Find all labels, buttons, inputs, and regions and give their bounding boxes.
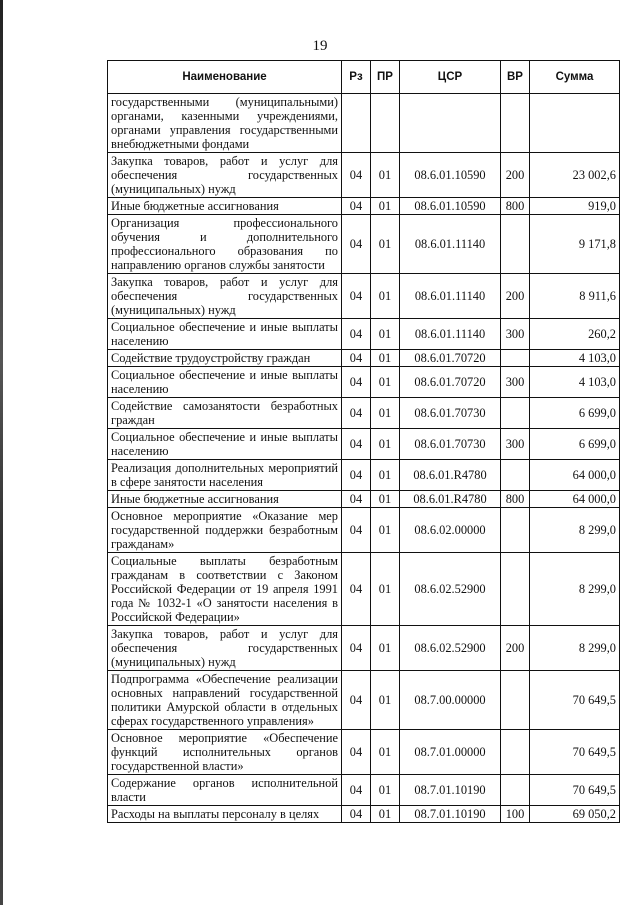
- row-pr: 01: [371, 153, 400, 198]
- row-pr: 01: [371, 198, 400, 215]
- row-vr: [501, 775, 530, 806]
- table-row: [108, 508, 620, 553]
- row-vr: 800: [501, 491, 530, 508]
- table-row: [108, 429, 620, 460]
- row-pr: 01: [371, 775, 400, 806]
- table-row: [108, 730, 620, 775]
- row-csr: [400, 94, 501, 153]
- row-vr: 300: [501, 367, 530, 398]
- table-body: [108, 94, 620, 823]
- row-vr: 300: [501, 429, 530, 460]
- table-row: [108, 215, 620, 274]
- row-rz: 04: [342, 215, 371, 274]
- row-name: Социальное обеспечение и иные выплаты населению: [108, 367, 342, 398]
- row-name: Закупка товаров, работ и услуг для обеспечения государственных (муниципальных) нужд: [108, 626, 342, 671]
- table-row: [108, 491, 620, 508]
- page-number: 19: [312, 38, 328, 54]
- row-pr: 01: [371, 429, 400, 460]
- row-vr: [501, 350, 530, 367]
- row-name: Социальные выплаты безработным гражданам в соответствии с Законом Российской Федерации от 19 апреля 1991 года № 1032-1 «О занятости населения в Российской Федерации»: [108, 553, 342, 626]
- row-sum: 70 649,5: [530, 671, 620, 730]
- header-rz: Рз: [342, 61, 371, 94]
- row-csr: 08.6.01.70720: [400, 350, 501, 367]
- row-csr: 08.6.01.10590: [400, 198, 501, 215]
- header-vr: ВР: [501, 61, 530, 94]
- row-vr: 800: [501, 198, 530, 215]
- row-rz: 04: [342, 775, 371, 806]
- header-pr: ПР: [371, 61, 400, 94]
- row-vr: [501, 215, 530, 274]
- row-rz: 04: [342, 730, 371, 775]
- row-name: Социальное обеспечение и иные выплаты населению: [108, 319, 342, 350]
- row-pr: 01: [371, 460, 400, 491]
- row-pr: 01: [371, 806, 400, 823]
- header-name: Наименование: [108, 61, 342, 94]
- row-rz: 04: [342, 508, 371, 553]
- row-rz: 04: [342, 553, 371, 626]
- row-sum: 260,2: [530, 319, 620, 350]
- row-vr: [501, 553, 530, 626]
- scan-edge-mark: [0, 0, 3, 905]
- row-pr: 01: [371, 730, 400, 775]
- row-vr: 200: [501, 626, 530, 671]
- row-csr: 08.6.01.11140: [400, 215, 501, 274]
- row-vr: [501, 94, 530, 153]
- table-row: [108, 460, 620, 491]
- row-csr: 08.6.02.52900: [400, 626, 501, 671]
- row-rz: 04: [342, 198, 371, 215]
- row-vr: 300: [501, 319, 530, 350]
- row-pr: 01: [371, 553, 400, 626]
- table-row: [108, 198, 620, 215]
- row-csr: 08.6.02.52900: [400, 553, 501, 626]
- row-name: Иные бюджетные ассигнования: [108, 491, 342, 508]
- row-sum: 9 171,8: [530, 215, 620, 274]
- row-vr: 200: [501, 274, 530, 319]
- row-name: Подпрограмма «Обеспечение реализации основных направлений государственной политики Амурской области в отдельных сферах государственного управления»: [108, 671, 342, 730]
- row-rz: 04: [342, 153, 371, 198]
- row-name: Содержание органов исполнительной власти: [108, 775, 342, 806]
- row-sum: 8 911,6: [530, 274, 620, 319]
- row-name: Закупка товаров, работ и услуг для обеспечения государственных (муниципальных) нужд: [108, 274, 342, 319]
- row-name: Реализация дополнительных мероприятий в сфере занятости населения: [108, 460, 342, 491]
- row-pr: 01: [371, 350, 400, 367]
- table-row: [108, 94, 620, 153]
- row-csr: 08.7.01.10190: [400, 775, 501, 806]
- row-sum: 23 002,6: [530, 153, 620, 198]
- row-rz: 04: [342, 806, 371, 823]
- row-name: Основное мероприятие «Оказание мер государственной поддержки безработным гражданам»: [108, 508, 342, 553]
- row-name: Содействие трудоустройству граждан: [108, 350, 342, 367]
- row-rz: 04: [342, 429, 371, 460]
- table-row: [108, 553, 620, 626]
- row-csr: 08.6.01.R4780: [400, 491, 501, 508]
- row-pr: 01: [371, 274, 400, 319]
- row-rz: 04: [342, 319, 371, 350]
- row-pr: 01: [371, 367, 400, 398]
- row-name: государственными (муниципальными) органами, казенными учреждениями, органами управления государственными внебюджетными фондами: [108, 94, 342, 153]
- row-csr: 08.6.01.10590: [400, 153, 501, 198]
- table-row: [108, 398, 620, 429]
- row-sum: 70 649,5: [530, 775, 620, 806]
- row-pr: 01: [371, 398, 400, 429]
- row-rz: 04: [342, 491, 371, 508]
- row-sum: 70 649,5: [530, 730, 620, 775]
- table-row: [108, 274, 620, 319]
- row-name: Основное мероприятие «Обеспечение функций исполнительных органов государственной власти»: [108, 730, 342, 775]
- header-sum: Сумма: [530, 61, 620, 94]
- row-sum: 6 699,0: [530, 398, 620, 429]
- row-sum: [530, 94, 620, 153]
- row-name: Организация профессионального обучения и дополнительного профессионального образования по направлению органов службы занятости: [108, 215, 342, 274]
- row-sum: 64 000,0: [530, 460, 620, 491]
- row-rz: 04: [342, 460, 371, 491]
- row-rz: 04: [342, 626, 371, 671]
- row-sum: 919,0: [530, 198, 620, 215]
- row-sum: 8 299,0: [530, 508, 620, 553]
- row-pr: 01: [371, 319, 400, 350]
- table-row: [108, 671, 620, 730]
- row-rz: 04: [342, 367, 371, 398]
- row-csr: 08.6.01.11140: [400, 319, 501, 350]
- row-vr: [501, 508, 530, 553]
- table-row: [108, 775, 620, 806]
- row-vr: [501, 730, 530, 775]
- row-pr: 01: [371, 671, 400, 730]
- row-name: Социальное обеспечение и иные выплаты населению: [108, 429, 342, 460]
- table-header-row: [108, 61, 620, 94]
- row-sum: 4 103,0: [530, 367, 620, 398]
- row-csr: 08.7.01.00000: [400, 730, 501, 775]
- row-vr: 200: [501, 153, 530, 198]
- row-pr: 01: [371, 508, 400, 553]
- row-csr: 08.6.01.70730: [400, 429, 501, 460]
- budget-table: [107, 60, 620, 823]
- row-vr: [501, 398, 530, 429]
- row-vr: [501, 460, 530, 491]
- row-vr: [501, 671, 530, 730]
- row-sum: 6 699,0: [530, 429, 620, 460]
- row-rz: 04: [342, 274, 371, 319]
- row-csr: 08.6.01.70730: [400, 398, 501, 429]
- row-name: Содействие самозанятости безработных граждан: [108, 398, 342, 429]
- row-pr: 01: [371, 626, 400, 671]
- row-sum: 64 000,0: [530, 491, 620, 508]
- row-csr: 08.6.01.70720: [400, 367, 501, 398]
- row-rz: [342, 94, 371, 153]
- row-name: Расходы на выплаты персоналу в целях: [108, 806, 342, 823]
- row-csr: 08.6.02.00000: [400, 508, 501, 553]
- row-csr: 08.7.00.00000: [400, 671, 501, 730]
- row-sum: 4 103,0: [530, 350, 620, 367]
- row-csr: 08.7.01.10190: [400, 806, 501, 823]
- row-rz: 04: [342, 350, 371, 367]
- row-csr: 08.6.01.11140: [400, 274, 501, 319]
- row-rz: 04: [342, 671, 371, 730]
- row-name: Закупка товаров, работ и услуг для обеспечения государственных (муниципальных) нужд: [108, 153, 342, 198]
- row-pr: [371, 94, 400, 153]
- row-pr: 01: [371, 215, 400, 274]
- row-sum: 8 299,0: [530, 553, 620, 626]
- header-csr: ЦСР: [400, 61, 501, 94]
- row-name: Иные бюджетные ассигнования: [108, 198, 342, 215]
- table-row: [108, 153, 620, 198]
- table-row: [108, 350, 620, 367]
- table-row: [108, 319, 620, 350]
- table-row: [108, 367, 620, 398]
- row-pr: 01: [371, 491, 400, 508]
- row-sum: 69 050,2: [530, 806, 620, 823]
- row-sum: 8 299,0: [530, 626, 620, 671]
- row-csr: 08.6.01.R4780: [400, 460, 501, 491]
- table-row: [108, 626, 620, 671]
- row-rz: 04: [342, 398, 371, 429]
- table-row: [108, 806, 620, 823]
- row-vr: 100: [501, 806, 530, 823]
